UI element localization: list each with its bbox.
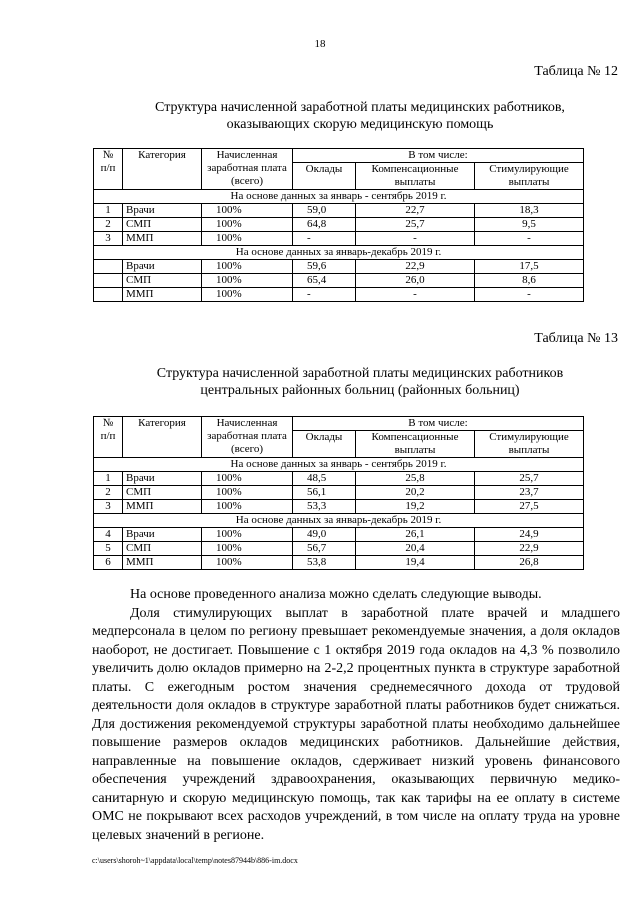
- cell-compensation: 22,9: [356, 260, 475, 274]
- table-row: [94, 232, 584, 246]
- table13-caption-line1: Структура начисленной заработной платы медицинских работников: [156, 366, 564, 381]
- page-number: 18: [314, 38, 326, 50]
- header-accrued: Начисленная заработная плата (всего): [202, 417, 293, 458]
- header-compensation: Компенсационные выплаты: [356, 431, 475, 458]
- cell-salaries: 65,4: [293, 274, 356, 288]
- cell-stimulating: 25,7: [475, 472, 584, 486]
- cell-total: 100%: [202, 472, 293, 486]
- cell-total: 100%: [202, 260, 293, 274]
- cell-num: 3: [94, 232, 123, 246]
- cell-compensation: 25,7: [356, 218, 475, 232]
- table-row: [94, 528, 584, 542]
- cell-salaries: 56,7: [293, 542, 356, 556]
- cell-stimulating: 27,5: [475, 500, 584, 514]
- paragraph-intro: На основе проведенного анализа можно сделать следующие выводы.: [130, 587, 542, 602]
- table-row: [94, 260, 584, 274]
- cell-compensation: 20,2: [356, 486, 475, 500]
- cell-total: 100%: [202, 486, 293, 500]
- cell-category: Врачи: [123, 472, 202, 486]
- cell-salaries: 59,0: [293, 204, 356, 218]
- table12-caption-line2: оказывающих скорую медицинскую помощь: [226, 117, 494, 132]
- cell-stimulating: 8,6: [475, 274, 584, 288]
- cell-stimulating: -: [475, 288, 584, 302]
- paragraph-main: Доля стимулирующих выплат в заработной плате врачей и младшего медперсонала в целом по региону превышает рекомендуемые значения, а доля окладов наоборот, не достигает. Повышение с 1 октября 2019 года окладов на 4,3 % позволило увеличить долю окладов примерно на 2-2,2 процентных пункта в структуре заработной платы. С ежегодным ростом значения среднемесячного дохода от трудовой деятельности доля окладов в структуре заработной платы работников будет снижаться. Для достижения рекомендуемой структуры заработной платы необходимо дальнейшее повышение размеров окладов медицинских работников. Дальнейшие действия, направленные на повышение окладов, сдерживает низкий уровень финансового обеспечения учреждений здравоохранения, оказывающих первичную медико-санитарную и скорую медицинскую помощь, так как тарифы на ее оплату в системе ОМС не покрывают всех расходов учреждений, в том числе на оплату труда на уровне целевых значений в регионе.: [92, 605, 620, 843]
- cell-num: 2: [94, 218, 123, 232]
- cell-stimulating: 18,3: [475, 204, 584, 218]
- cell-num: 5: [94, 542, 123, 556]
- section-row: На основе данных за январь - сентябрь 2019 г.: [94, 190, 584, 204]
- cell-salaries: -: [293, 288, 356, 302]
- table12-caption-line1: Структура начисленной заработной платы медицинских работников,: [155, 100, 565, 115]
- table13-label: Таблица № 13: [534, 331, 618, 346]
- cell-compensation: 26,1: [356, 528, 475, 542]
- table12-label: Таблица № 12: [534, 64, 618, 79]
- cell-compensation: 19,4: [356, 556, 475, 570]
- cell-stimulating: 24,9: [475, 528, 584, 542]
- cell-num: [94, 288, 123, 302]
- cell-salaries: 64,8: [293, 218, 356, 232]
- table13: [93, 416, 584, 570]
- cell-total: 100%: [202, 288, 293, 302]
- cell-total: 100%: [202, 232, 293, 246]
- cell-total: 100%: [202, 274, 293, 288]
- cell-category: ММП: [123, 232, 202, 246]
- cell-stimulating: 9,5: [475, 218, 584, 232]
- cell-category: Врачи: [123, 260, 202, 274]
- cell-num: 4: [94, 528, 123, 542]
- cell-category: СМП: [123, 486, 202, 500]
- cell-category: ММП: [123, 556, 202, 570]
- cell-num: [94, 260, 123, 274]
- cell-num: 3: [94, 500, 123, 514]
- section-row: На основе данных за январь-декабрь 2019 г.: [94, 514, 584, 528]
- header-accrued: Начисленная заработная плата (всего): [202, 149, 293, 190]
- table-row: [94, 472, 584, 486]
- cell-total: 100%: [202, 204, 293, 218]
- cell-category: СМП: [123, 274, 202, 288]
- cell-category: Врачи: [123, 528, 202, 542]
- cell-num: 6: [94, 556, 123, 570]
- header-num: № п/п: [94, 417, 123, 458]
- cell-salaries: -: [293, 232, 356, 246]
- cell-num: 2: [94, 486, 123, 500]
- cell-salaries: 56,1: [293, 486, 356, 500]
- cell-total: 100%: [202, 218, 293, 232]
- cell-category: Врачи: [123, 204, 202, 218]
- cell-num: [94, 274, 123, 288]
- cell-stimulating: 26,8: [475, 556, 584, 570]
- cell-total: 100%: [202, 528, 293, 542]
- table13-caption-line2: центральных районных больниц (районных больниц): [200, 383, 520, 398]
- cell-salaries: 59,6: [293, 260, 356, 274]
- cell-salaries: 49,0: [293, 528, 356, 542]
- table12: [93, 148, 584, 302]
- cell-compensation: -: [356, 232, 475, 246]
- table13-caption: [90, 365, 630, 399]
- conclusions-text: [92, 586, 620, 845]
- table-row: [94, 218, 584, 232]
- header-stimulating: Стимулирующие выплаты: [475, 163, 584, 190]
- cell-compensation: -: [356, 288, 475, 302]
- cell-compensation: 26,0: [356, 274, 475, 288]
- cell-compensation: 20,4: [356, 542, 475, 556]
- cell-category: СМП: [123, 542, 202, 556]
- cell-total: 100%: [202, 500, 293, 514]
- cell-stimulating: 23,7: [475, 486, 584, 500]
- cell-category: ММП: [123, 500, 202, 514]
- cell-category: ММП: [123, 288, 202, 302]
- cell-total: 100%: [202, 542, 293, 556]
- header-including: В том числе:: [293, 149, 584, 163]
- header-compensation: Компенсационные выплаты: [356, 163, 475, 190]
- cell-stimulating: 22,9: [475, 542, 584, 556]
- table-row: [94, 274, 584, 288]
- header-stimulating: Стимулирующие выплаты: [475, 431, 584, 458]
- footer-file-path: c:\users\shoroh~1\appdata\local\temp\notes87944b\886-im.docx: [92, 856, 298, 865]
- cell-compensation: 22,7: [356, 204, 475, 218]
- cell-salaries: 48,5: [293, 472, 356, 486]
- cell-salaries: 53,8: [293, 556, 356, 570]
- cell-stimulating: -: [475, 232, 584, 246]
- cell-category: СМП: [123, 218, 202, 232]
- table-row: [94, 500, 584, 514]
- cell-compensation: 25,8: [356, 472, 475, 486]
- table-row: [94, 486, 584, 500]
- table-row: [94, 288, 584, 302]
- header-salaries: Оклады: [293, 163, 356, 190]
- section-row: На основе данных за январь-декабрь 2019 г.: [94, 246, 584, 260]
- section-row: На основе данных за январь - сентябрь 2019 г.: [94, 458, 584, 472]
- header-num: № п/п: [94, 149, 123, 190]
- table12-caption: [90, 99, 630, 133]
- header-salaries: Оклады: [293, 431, 356, 458]
- cell-stimulating: 17,5: [475, 260, 584, 274]
- cell-num: 1: [94, 472, 123, 486]
- cell-compensation: 19,2: [356, 500, 475, 514]
- table-row: [94, 204, 584, 218]
- table-row: [94, 542, 584, 556]
- cell-salaries: 53,3: [293, 500, 356, 514]
- header-including: В том числе:: [293, 417, 584, 431]
- header-category: Категория: [123, 417, 202, 458]
- cell-total: 100%: [202, 556, 293, 570]
- table-row: [94, 556, 584, 570]
- header-category: Категория: [123, 149, 202, 190]
- cell-num: 1: [94, 204, 123, 218]
